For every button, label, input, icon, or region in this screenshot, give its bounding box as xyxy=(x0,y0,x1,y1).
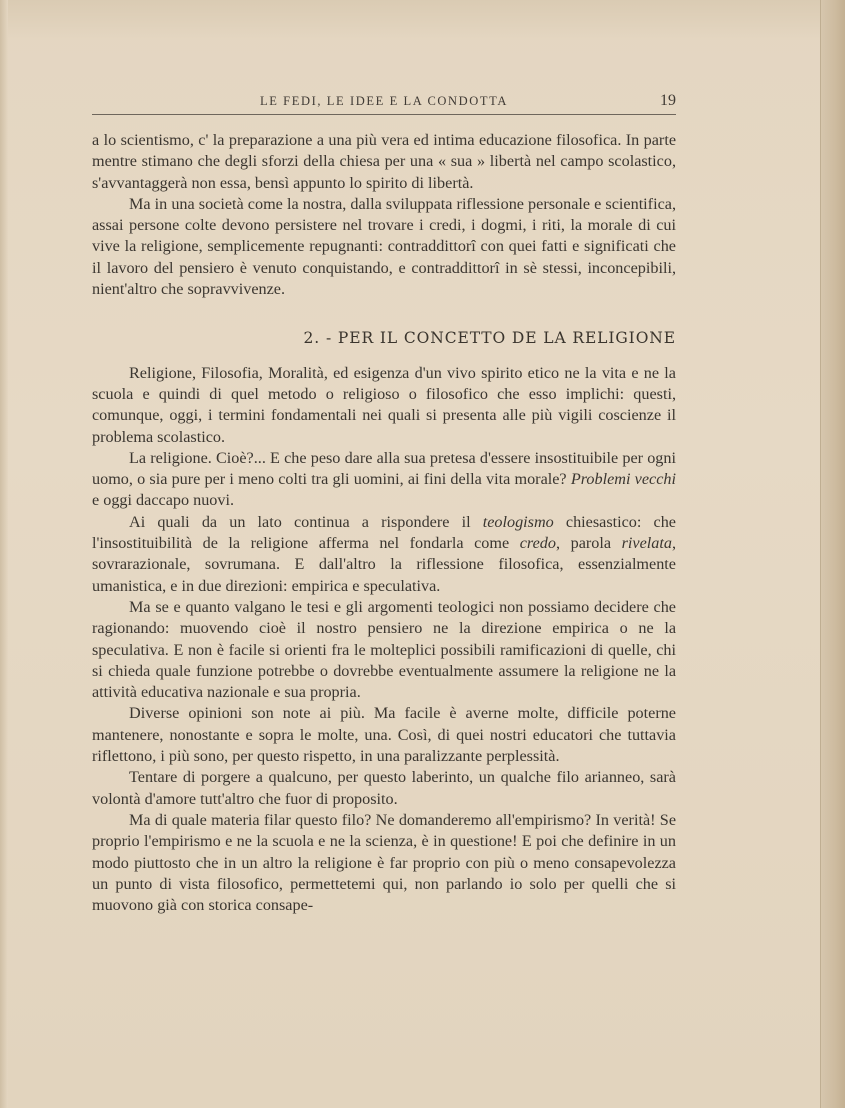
page-left-edge xyxy=(0,0,8,1108)
paragraph: Ma di quale materia filar questo filo? Ne domanderemo all'empirismo? In verità! Se proprio l'empirismo e ne la scuola e ne la scienza, è in questione! E poi che definire in un modo piuttosto che in un altro la religione è far proprio con più o meno consapevolezza un punto di vista filosofico, permettetemi qui, non parlando io solo per quelli che si muovono già con storica consape- xyxy=(92,810,676,915)
text-span: e oggi daccapo nuovi. xyxy=(92,491,235,510)
italic-text: teologismo xyxy=(482,512,554,531)
text-span: Ai quali da un lato continua a rispondere il xyxy=(129,512,483,531)
text-span: , sovrarazionale, sovrumana. E dall'altro la riflessione filosofica, essenzialmente umanistica, e in due direzioni: empirica e speculativa. xyxy=(92,534,676,595)
italic-text: Problemi vecchi xyxy=(570,470,676,489)
body-text xyxy=(92,130,676,916)
page-right-edge xyxy=(820,0,845,1108)
paragraph-continued: a lo scientismo, c' la preparazione a una più vera ed intima educazione filosofica. In parte mentre stimano che degli sforzi della chiesa per una « sua » libertà nel campo scolastico, s'avvantaggerà non essa, bensì appunto lo spirito di libertà. xyxy=(92,131,676,192)
text-span: chiesastico: che l'insostituibilità de la religione afferma nel fondarla come xyxy=(92,512,676,553)
paragraph xyxy=(92,512,676,597)
italic-text: credo xyxy=(519,534,556,553)
paragraph: Diverse opinioni son note ai più. Ma facile è averne molte, difficile poterne mantenere, nonostante e sopra le molte, una. Così, di quei nostri educatori che tuttavia riflettono, i più sono, per questo rispetto, in una paralizzante perplessità. xyxy=(92,704,676,766)
paragraph: Ma in una società come la nostra, dalla sviluppata riflessione personale e scientifica, assai persone colte devono persistere nel trovare i credi, i dogmi, i riti, la morale di cui vive la religione, semplicemente repugnanti: contraddittorî con quei fatti e significati che il lavoro del pensiero è venuto conquistando, e contraddittorî in sè stessi, inconcepibili, nient'altro che sopravvivenze. xyxy=(92,194,676,299)
paragraph xyxy=(92,448,676,512)
running-head: LE FEDI, LE IDEE E LA CONDOTTA xyxy=(259,94,508,108)
paragraph: Ma se e quanto valgano le tesi e gli argomenti teologici non possiamo decidere che ragionando: muovendo cioè il nostro pensiero ne la direzione empirica o ne la speculativa. E non è facile si orienti fra le molteplici possibili ramificazioni di quelle, chi si chieda quale funzione potrebbe o dovrebbe eventualmente assumere la religione ne la attività educativa nazionale e sua propria. xyxy=(92,597,676,702)
italic-text: rivelata xyxy=(621,534,672,553)
paragraph: Religione, Filosofia, Moralità, ed esigenza d'un vivo spirito etico ne la vita e ne la scuola e quindi di quel metodo o religioso o filosofico che esso implichi: questi, comunque, oggi, i termini fondamentali nei quali si presenta alle più vigili coscienze il problema scolastico. xyxy=(92,363,676,446)
text-span: La religione. Cioè?... E che peso dare alla sua pretesa d'essere insostituibile per ogni uomo, o sia pure per i meno colti tra gli uomini, ai fini della vita morale? xyxy=(92,448,676,489)
paragraph: Tentare di porgere a qualcuno, per questo laberinto, un qualche filo arianneo, sarà volontà d'amore tutt'altro che fuor di proposito. xyxy=(92,768,676,808)
page-top-stain xyxy=(0,0,845,40)
page-number: 19 xyxy=(660,92,676,109)
section-heading: 2. - PER IL CONCETTO DE LA RELIGIONE xyxy=(303,329,676,348)
text-span: , parola xyxy=(556,534,622,553)
page-header xyxy=(92,92,676,115)
